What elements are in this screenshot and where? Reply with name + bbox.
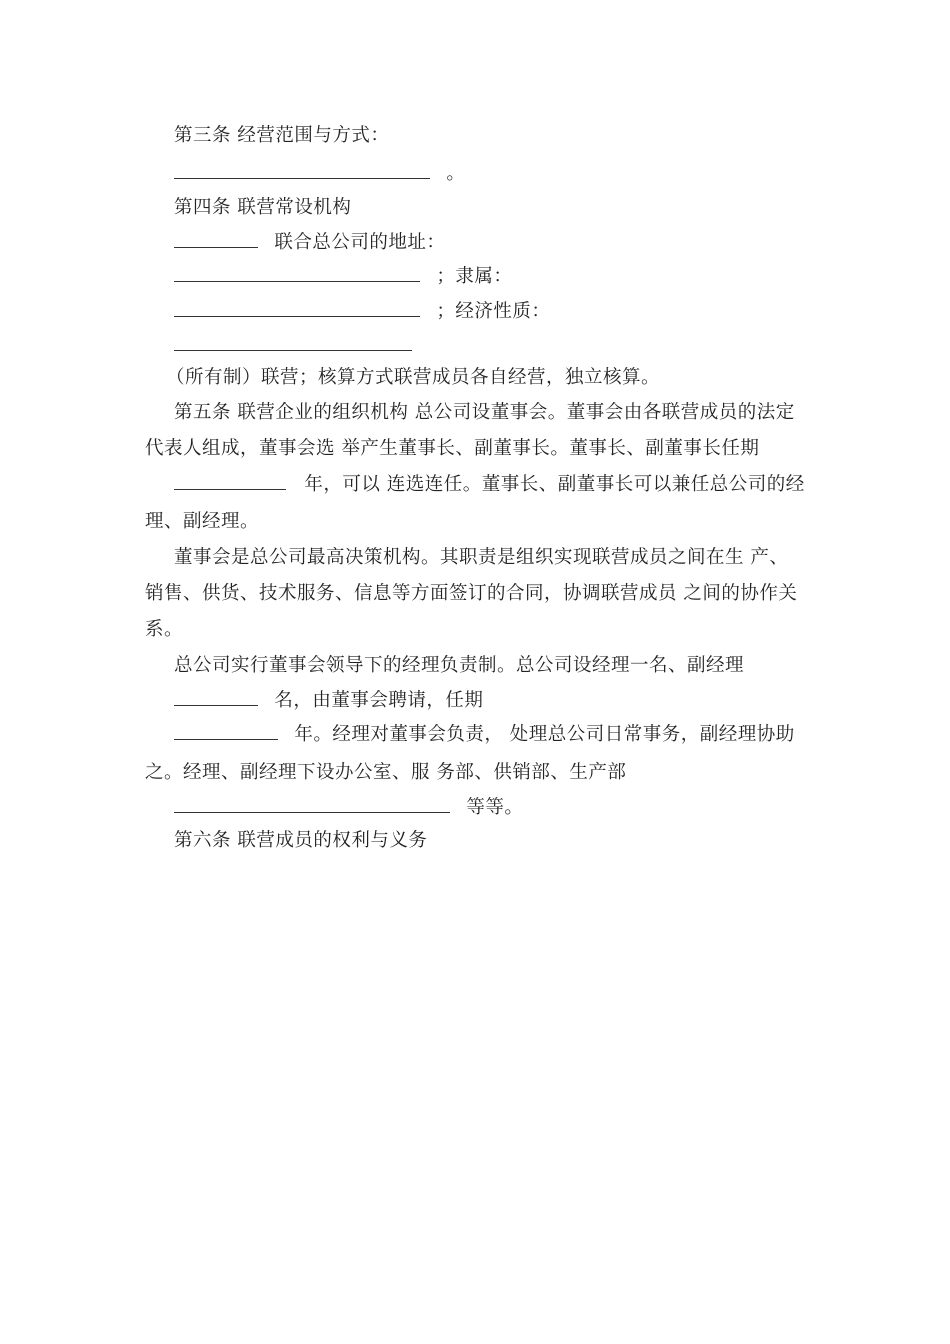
article4-address-line [174, 231, 445, 255]
article4-accounting-text: （所有制）联营；核算方式联营成员各自经营，独立核算。 [166, 367, 661, 388]
chairman-term-blank[interactable] [174, 474, 286, 490]
departments-blank[interactable] [174, 797, 450, 813]
article3-scope-line [174, 162, 465, 186]
manager-line4: 之。经理、副经理下设办公室、服 务部、供销部、生产部 [145, 762, 627, 783]
deputy-count-blank[interactable] [174, 690, 258, 706]
scope-blank[interactable] [174, 163, 430, 179]
affiliation-blank[interactable] [174, 301, 420, 317]
deputy-count-text: 名，由董事会聘请，任期 [274, 690, 484, 711]
manager-line3 [174, 723, 795, 747]
manager-line5 [174, 796, 523, 820]
board-duty-line1: 董事会是总公司最高决策机构。其职责是组织实现联营成员之间在生 产、 [174, 547, 789, 568]
address-blank[interactable] [174, 266, 420, 282]
manager-line2 [174, 689, 483, 713]
article4-heading: 第四条 联营常设机构 [174, 197, 352, 218]
article5-line1: 第五条 联营企业的组织机构 总公司设董事会。董事会由各联营成员的法定 [174, 402, 795, 423]
economic-nature-label: ；经济性质： [436, 301, 551, 322]
board-duty-line2: 销售、供货、技术服务、信息等方面签订的合同，协调联营成员 之间的协作关 [145, 583, 798, 604]
article6-heading: 第六条 联营成员的权利与义务 [174, 830, 428, 851]
manager-line1: 总公司实行董事会领导下的经理负责制。总公司设经理一名、副经理 [174, 655, 745, 676]
article3-heading: 第三条 经营范围与方式： [174, 125, 390, 146]
board-duty-line3: 系。 [145, 619, 184, 640]
affiliation-label: ；隶属： [436, 266, 513, 287]
company-name-blank[interactable] [174, 232, 258, 248]
address-label: 联合总公司的地址： [274, 232, 446, 253]
departments-suffix: 等等。 [466, 797, 524, 818]
article4-economic-nature-line [174, 300, 550, 324]
chairman-term-text: 年，可以 连选连任。董事长、副董事长可以兼任总公司的经 [304, 474, 805, 495]
article4-affiliation-line [174, 265, 512, 289]
article5-line2: 代表人组成，董事会选 举产生董事长、副董事长。董事长、副董事长任期 [145, 438, 760, 459]
manager-term-text: 年。经理对董事会负责， 处理总公司日常事务，副经理协助 [294, 724, 795, 745]
manager-term-blank[interactable] [174, 724, 278, 740]
economic-nature-blank[interactable] [174, 335, 412, 351]
article4-economic-nature-blank-line [174, 334, 412, 358]
article5-line4: 理、副经理。 [145, 511, 260, 532]
article5-line3 [174, 473, 805, 497]
scope-suffix: 。 [446, 163, 466, 184]
